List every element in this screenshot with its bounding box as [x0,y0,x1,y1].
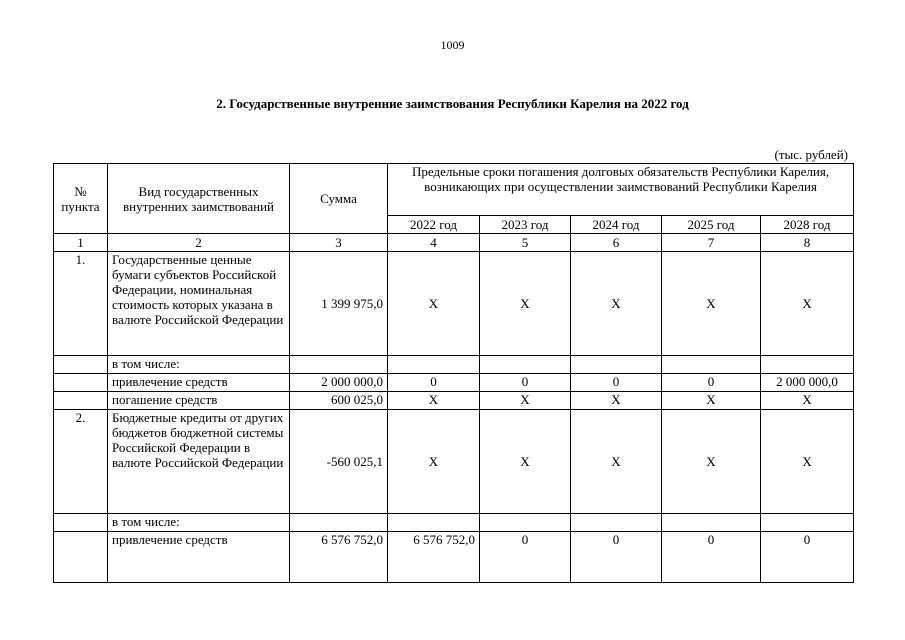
row-sum [290,514,388,532]
header-year: 2025 год [662,216,761,234]
row-number [54,532,108,583]
row-value: 0 [480,532,571,583]
row-value: 0 [662,374,761,392]
row-sum: 6 576 752,0 [290,532,388,583]
column-number: 5 [480,234,571,252]
row-value: 0 [662,532,761,583]
page-number: 1009 [440,38,465,52]
row-value: X [480,410,571,514]
table-row [54,514,854,532]
column-number: 8 [761,234,854,252]
header-year: 2024 год [571,216,662,234]
row-value: X [571,252,662,356]
header-col-sum: Сумма [290,164,388,234]
table-row [54,392,854,410]
header-year: 2028 год [761,216,854,234]
row-value: X [662,410,761,514]
column-number: 2 [108,234,290,252]
row-value [571,356,662,374]
row-value: X [761,410,854,514]
row-value: 0 [388,374,480,392]
column-number: 1 [54,234,108,252]
row-sum: 600 025,0 [290,392,388,410]
row-number: 2. [54,410,108,514]
row-value [480,514,571,532]
row-value: X [388,410,480,514]
header-col-type: Вид государственных внутренних заимствований [108,164,290,234]
row-number: 1. [54,252,108,356]
row-name: в том числе: [108,514,290,532]
header-year: 2022 год [388,216,480,234]
row-name: погашение средств [108,392,290,410]
row-value [480,356,571,374]
row-value: 0 [571,374,662,392]
row-value: X [571,392,662,410]
row-name: привлечение средств [108,532,290,583]
row-value: 0 [480,374,571,392]
table-row [54,356,854,374]
row-name: Бюджетные кредиты от других бюджетов бюджетной системы Российской Федерации в валюте Российской Федерации [108,410,290,514]
row-sum: -560 025,1 [290,410,388,514]
row-name: привлечение средств [108,374,290,392]
row-value: X [662,252,761,356]
row-value [571,514,662,532]
table-row [54,532,854,583]
table-row [54,252,854,356]
units-label: (тыс. рублей) [774,147,848,162]
row-value [388,514,480,532]
table-row [54,410,854,514]
table-row [54,374,854,392]
row-value: 2 000 000,0 [761,374,854,392]
row-number [54,356,108,374]
row-value [662,514,761,532]
borrowings-table [53,163,854,583]
column-number: 7 [662,234,761,252]
header-col-no: № пункта [54,164,108,234]
row-value: 0 [761,532,854,583]
row-number [54,392,108,410]
column-number: 6 [571,234,662,252]
row-value [761,356,854,374]
row-value: X [388,392,480,410]
row-number [54,374,108,392]
row-value [662,356,761,374]
row-value [761,514,854,532]
row-value: X [388,252,480,356]
row-value: X [571,410,662,514]
row-sum [290,356,388,374]
row-value: 6 576 752,0 [388,532,480,583]
row-number [54,514,108,532]
row-value: X [761,252,854,356]
row-value: X [480,252,571,356]
page-title: 2. Государственные внутренние заимствования Республики Карелия на 2022 год [216,96,689,111]
header-col-terms: Предельные сроки погашения долговых обязательств Республики Карелия, возникающих при осуществлении заимствований Республики Карелия [388,164,854,216]
row-name: Государственные ценные бумаги субъектов Российской Федерации, номинальная стоимость которых указана в валюте Российской Федерации [108,252,290,356]
column-number: 3 [290,234,388,252]
column-number: 4 [388,234,480,252]
row-sum: 2 000 000,0 [290,374,388,392]
row-sum: 1 399 975,0 [290,252,388,356]
row-value: 0 [571,532,662,583]
row-name: в том числе: [108,356,290,374]
row-value: X [480,392,571,410]
header-year: 2023 год [480,216,571,234]
row-value: X [662,392,761,410]
row-value: X [761,392,854,410]
row-value [388,356,480,374]
